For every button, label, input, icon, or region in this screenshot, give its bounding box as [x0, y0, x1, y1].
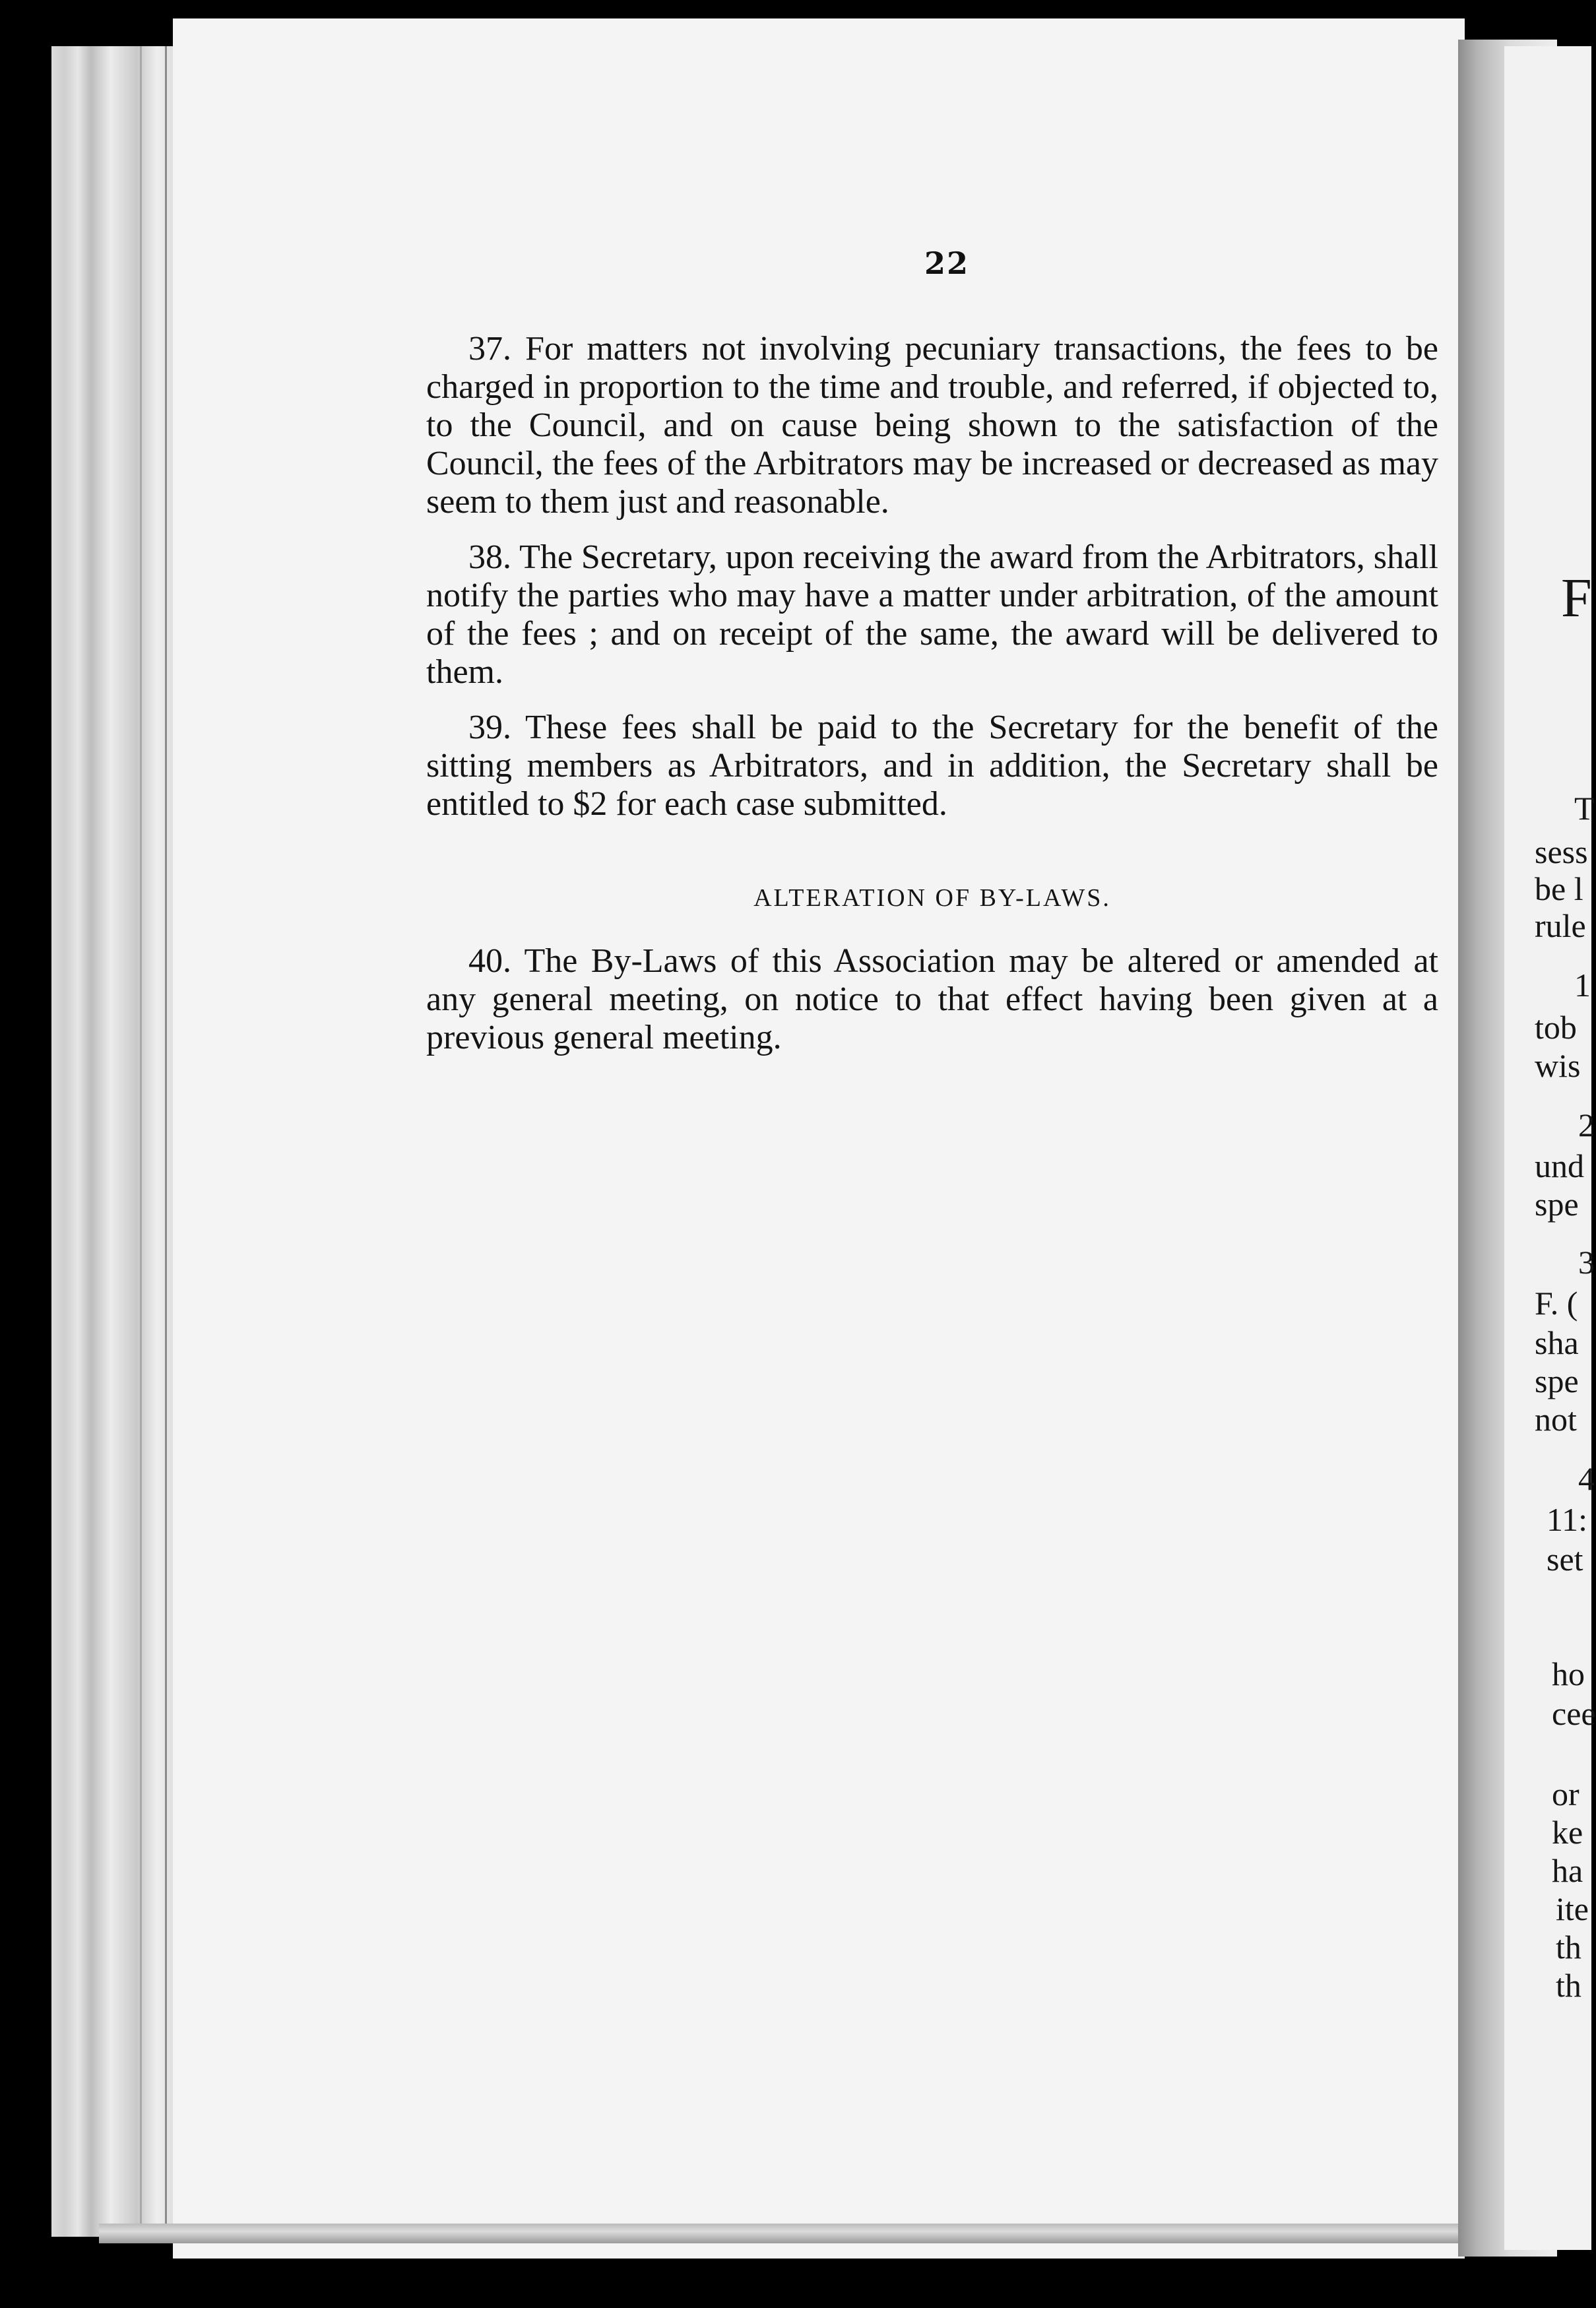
section-heading: ALTERATION OF BY-LAWS.	[753, 884, 1111, 912]
facing-text-fragment: wis	[1535, 1047, 1581, 1084]
paragraph-38: 38. The Secretary, upon receiving the award from the Arbitrators, shall notify the parties who may have a matter under arbitration, of the amount of the fees ; and on receipt of the same, the award will be delivered to them.	[426, 538, 1438, 691]
facing-text-fragment: cee	[1552, 1695, 1596, 1732]
page-number: 22	[924, 245, 969, 281]
facing-text-fragment: th	[1556, 1967, 1581, 2004]
paragraph-37: 37. For matters not involving pecuniary transactions, the fees to be charged in proportion to the time and trouble, and referred, if objected to, to the Council, and on cause being shown to the satisfaction of the Council, the fees of the Arbitrators may be increased or decreased as may seem to them just and reasonable.	[426, 330, 1438, 521]
page-edge-line	[165, 46, 167, 2237]
facing-text-fragment: 4	[1578, 1460, 1595, 1497]
facing-text-fragment: ha	[1552, 1852, 1583, 1889]
facing-text-fragment: 1	[1574, 967, 1591, 1004]
facing-text-fragment: und	[1535, 1147, 1584, 1184]
body-text	[426, 330, 1438, 1074]
facing-text-fragment: ite	[1556, 1890, 1589, 1927]
facing-text-fragment: not	[1535, 1401, 1577, 1438]
facing-text-fragment: F. (	[1535, 1285, 1578, 1322]
page-edge-line	[140, 46, 142, 2237]
facing-text-fragment: rule	[1535, 907, 1586, 944]
facing-text-fragment: 11:	[1547, 1501, 1588, 1538]
facing-text-fragment: sha	[1535, 1324, 1579, 1361]
paragraph-39: 39. These fees shall be paid to the Secretary for the benefit of the sitting members as Arbitrators, and in addition, the Secretary shall be entitled to $2 for each case submitted.	[426, 709, 1438, 823]
facing-text-fragment: spe	[1535, 1362, 1579, 1399]
facing-text-fragment: 3	[1578, 1244, 1595, 1281]
page-bottom-edge	[99, 2224, 1484, 2243]
facing-text-fragment: th	[1556, 1929, 1581, 1966]
facing-text-fragment: sess	[1535, 833, 1588, 870]
facing-text-fragment: or	[1552, 1776, 1580, 1812]
facing-text-fragment: set	[1547, 1541, 1583, 1578]
paragraph-40: 40. The By-Laws of this Association may be altered or amended at any general meeting, on notice to that effect having been given at a previous general meeting.	[426, 942, 1438, 1056]
facing-text-fragment: 2	[1578, 1106, 1595, 1143]
facing-text-fragment: T	[1574, 790, 1595, 827]
facing-text-fragment: ho	[1552, 1655, 1585, 1692]
facing-text-fragment: be l	[1535, 870, 1583, 907]
facing-text-fragment: tob	[1535, 1009, 1577, 1046]
facing-heading-fragment: F	[1561, 567, 1592, 629]
facing-text-fragment: ke	[1552, 1814, 1583, 1851]
facing-text-fragment: spe	[1535, 1186, 1579, 1223]
